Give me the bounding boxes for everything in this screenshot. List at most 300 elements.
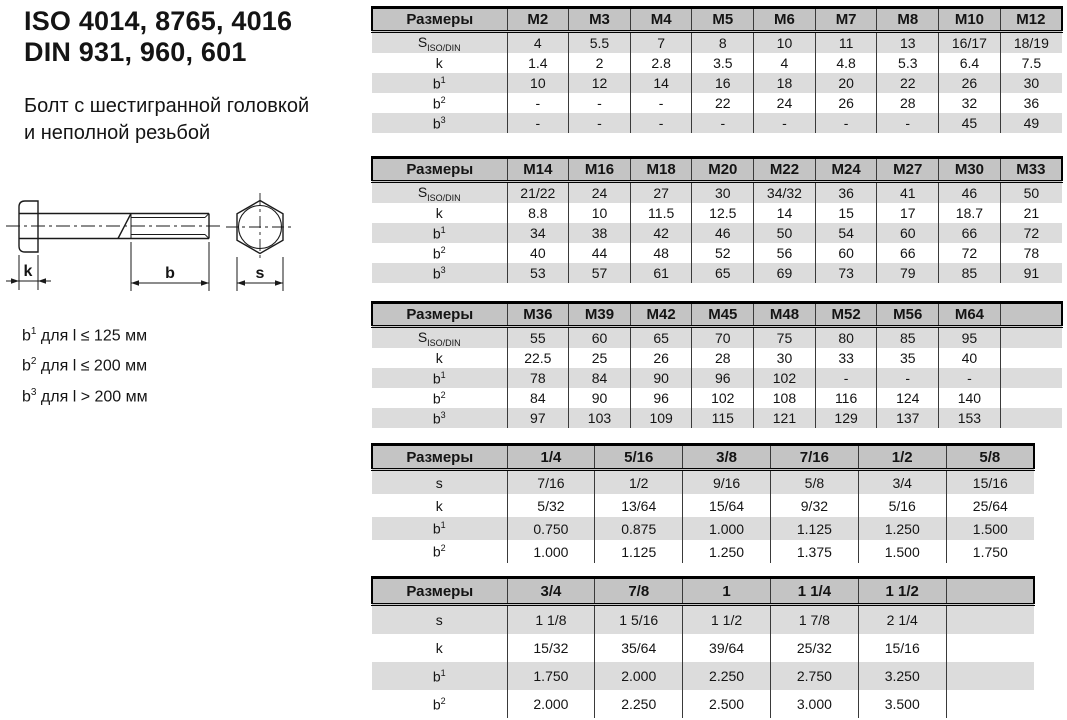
value-cell: 27	[630, 182, 692, 204]
value-cell: 90	[630, 368, 692, 388]
value-cell	[1000, 388, 1062, 408]
row-label: $b^1$	[432, 667, 446, 685]
value-cell: 2.000	[595, 662, 683, 690]
page-subtitle	[24, 93, 309, 147]
row-label: $S_{ISO/DIN}$	[417, 33, 461, 53]
value-cell: 153	[939, 408, 1001, 428]
value-cell: 121	[754, 408, 816, 428]
value-cell: 4	[507, 32, 569, 54]
table-row	[372, 243, 1062, 263]
value-cell	[946, 690, 1034, 718]
value-cell: 18	[754, 73, 816, 93]
value-cell: 18/19	[1000, 32, 1062, 54]
subtitle-line-1: Болт с шестигранной головкой	[24, 95, 310, 117]
value-cell: 1 7/8	[770, 605, 858, 635]
value-cell: 85	[877, 327, 939, 349]
value-cell: 1.000	[507, 540, 595, 563]
value-cell: 16/17	[939, 32, 1001, 54]
value-cell: 140	[939, 388, 1001, 408]
value-cell: 57	[569, 263, 631, 283]
title-iso: ISO 4014, 8765, 4016	[24, 6, 293, 36]
value-cell: 80	[815, 327, 877, 349]
value-cell: 41	[877, 182, 939, 204]
column-header: Размеры	[372, 303, 507, 327]
row-label: k	[435, 350, 443, 366]
table-row	[372, 263, 1062, 283]
header-row	[372, 158, 1062, 182]
column-header: M5	[692, 8, 754, 32]
value-cell: 65	[692, 263, 754, 283]
spec-table	[371, 301, 1063, 428]
value-cell: 14	[754, 203, 816, 223]
row-label: $b^1$	[432, 520, 446, 537]
value-cell: 137	[877, 408, 939, 428]
title-din: DIN 931, 960, 601	[24, 37, 247, 67]
subtitle-line-2: и неполной резьбой	[24, 122, 211, 144]
row-label: s	[435, 474, 443, 491]
column-header: M27	[877, 158, 939, 182]
value-cell: 3.250	[858, 662, 946, 690]
value-cell: 3.5	[692, 53, 754, 73]
value-cell: 22	[692, 93, 754, 113]
table-metric-m36-m64	[371, 301, 1063, 428]
value-cell: 25/64	[946, 494, 1034, 517]
value-cell: 4	[754, 53, 816, 73]
column-header: M12	[1000, 8, 1062, 32]
value-cell: 34	[507, 223, 569, 243]
value-cell: -	[877, 113, 939, 133]
column-header: 1	[683, 578, 771, 605]
row-label: $b^3$	[432, 114, 446, 132]
dim-label-k: k	[23, 263, 33, 280]
table-row	[372, 53, 1062, 73]
value-cell: 21	[1000, 203, 1062, 223]
header-row	[372, 578, 1034, 605]
row-label: k	[435, 205, 443, 221]
value-cell: 46	[692, 223, 754, 243]
value-cell: 109	[630, 408, 692, 428]
value-cell: 28	[877, 93, 939, 113]
column-header: M52	[815, 303, 877, 327]
value-cell: 1/2	[595, 470, 683, 495]
column-header: 1/4	[507, 445, 595, 470]
value-cell: 26	[939, 73, 1001, 93]
table-row	[372, 113, 1062, 133]
value-cell: 84	[507, 388, 569, 408]
value-cell: 1.500	[858, 540, 946, 563]
value-cell: 4.8	[815, 53, 877, 73]
value-cell: 2	[569, 53, 631, 73]
column-header: 7/16	[770, 445, 858, 470]
header-row	[372, 303, 1062, 327]
column-header: M45	[692, 303, 754, 327]
value-cell: 1.125	[595, 540, 683, 563]
value-cell: 97	[507, 408, 569, 428]
value-cell: 35/64	[595, 634, 683, 662]
table-row	[372, 223, 1062, 243]
row-label: $S_{ISO/DIN}$	[417, 328, 461, 348]
value-cell: 12.5	[692, 203, 754, 223]
column-header: M14	[507, 158, 569, 182]
value-cell: -	[569, 113, 631, 133]
dim-label-b: b	[165, 265, 175, 282]
column-header: M33	[1000, 158, 1062, 182]
value-cell: 1 5/16	[595, 605, 683, 635]
value-cell: 45	[939, 113, 1001, 133]
table-inch-34-to-1half	[371, 576, 1035, 718]
column-header: M36	[507, 303, 569, 327]
value-cell: 5.5	[569, 32, 631, 54]
column-header: M2	[507, 8, 569, 32]
value-cell: -	[507, 113, 569, 133]
value-cell: -	[939, 368, 1001, 388]
value-cell: -	[877, 368, 939, 388]
column-header: M42	[630, 303, 692, 327]
value-cell: 1 1/8	[507, 605, 595, 635]
column-header: 3/4	[507, 578, 595, 605]
value-cell: 11.5	[630, 203, 692, 223]
value-cell: 2.250	[595, 690, 683, 718]
column-header	[946, 578, 1034, 605]
value-cell: 2.000	[507, 690, 595, 718]
value-cell: 79	[877, 263, 939, 283]
column-header: M10	[939, 8, 1001, 32]
value-cell: 2.8	[630, 53, 692, 73]
value-cell	[1000, 348, 1062, 368]
table-row	[372, 634, 1034, 662]
value-cell: 60	[877, 223, 939, 243]
table-row	[372, 662, 1034, 690]
value-cell: 15	[815, 203, 877, 223]
value-cell: -	[815, 113, 877, 133]
value-cell: 1.375	[770, 540, 858, 563]
value-cell: 5.3	[877, 53, 939, 73]
value-cell: 1.500	[946, 517, 1034, 540]
row-label: $b^3$	[432, 409, 446, 427]
value-cell: 2.500	[683, 690, 771, 718]
row-label: k	[435, 497, 443, 514]
value-cell: 15/64	[683, 494, 771, 517]
column-header: M39	[569, 303, 631, 327]
value-cell: 5/16	[858, 494, 946, 517]
column-header: 1/2	[858, 445, 946, 470]
value-cell: 124	[877, 388, 939, 408]
value-cell: 30	[1000, 73, 1062, 93]
column-header: M16	[569, 158, 631, 182]
row-label: $b^1$	[432, 224, 446, 242]
value-cell: 7	[630, 32, 692, 54]
value-cell: 9/16	[683, 470, 771, 495]
table-row	[372, 408, 1062, 428]
value-cell: 14	[630, 73, 692, 93]
value-cell: 103	[569, 408, 631, 428]
value-cell: 72	[1000, 223, 1062, 243]
value-cell	[1000, 368, 1062, 388]
value-cell: 7/16	[507, 470, 595, 495]
column-header: Размеры	[372, 8, 507, 32]
value-cell: 10	[507, 73, 569, 93]
value-cell: -	[569, 93, 631, 113]
spec-table	[371, 6, 1063, 133]
value-cell: 1.750	[946, 540, 1034, 563]
value-cell: 50	[754, 223, 816, 243]
value-cell: 11	[815, 32, 877, 54]
spec-table	[371, 576, 1035, 718]
value-cell: 20	[815, 73, 877, 93]
value-cell: 40	[507, 243, 569, 263]
value-cell: 54	[815, 223, 877, 243]
value-cell	[1000, 327, 1062, 349]
value-cell: 36	[815, 182, 877, 204]
value-cell: 1.125	[770, 517, 858, 540]
value-cell: 7.5	[1000, 53, 1062, 73]
value-cell: 3.000	[770, 690, 858, 718]
value-cell: 35	[877, 348, 939, 368]
column-header: 3/8	[683, 445, 771, 470]
value-cell: 1 1/2	[683, 605, 771, 635]
row-label: $b^2$	[432, 695, 446, 713]
value-cell: 18.7	[939, 203, 1001, 223]
value-cell: 60	[815, 243, 877, 263]
value-cell: 61	[630, 263, 692, 283]
value-cell: 50	[1000, 182, 1062, 204]
column-header: 1 1/4	[770, 578, 858, 605]
value-cell: 21/22	[507, 182, 569, 204]
value-cell: 69	[754, 263, 816, 283]
table-row	[372, 605, 1034, 635]
value-cell: 12	[569, 73, 631, 93]
footnote-b3: $b^3$ для l > 200 мм	[22, 386, 148, 405]
row-label: $b^1$	[432, 369, 446, 387]
page-title	[24, 6, 292, 68]
column-header: M24	[815, 158, 877, 182]
column-header: 5/8	[946, 445, 1034, 470]
row-label: $b^1$	[432, 74, 446, 92]
column-header: M6	[754, 8, 816, 32]
column-header: M56	[877, 303, 939, 327]
footnote-b1: $b^1$ для l ≤ 125 мм	[22, 326, 148, 345]
value-cell: 25	[569, 348, 631, 368]
table-row	[372, 517, 1034, 540]
value-cell: 5/8	[770, 470, 858, 495]
value-cell: 116	[815, 388, 877, 408]
spec-table	[371, 156, 1063, 283]
value-cell: 56	[754, 243, 816, 263]
row-label: $b^3$	[432, 264, 446, 282]
table-row	[372, 494, 1034, 517]
value-cell: 0.875	[595, 517, 683, 540]
value-cell: 72	[939, 243, 1001, 263]
value-cell: 38	[569, 223, 631, 243]
table-row	[372, 540, 1034, 563]
header-row	[372, 8, 1062, 32]
value-cell: -	[507, 93, 569, 113]
value-cell: 96	[692, 368, 754, 388]
column-header: M3	[569, 8, 631, 32]
value-cell: 65	[630, 327, 692, 349]
table-row	[372, 203, 1062, 223]
value-cell: 96	[630, 388, 692, 408]
table-row	[372, 327, 1062, 349]
value-cell: 1.4	[507, 53, 569, 73]
value-cell: 33	[815, 348, 877, 368]
value-cell: 66	[877, 243, 939, 263]
value-cell: 85	[939, 263, 1001, 283]
column-header	[1000, 303, 1062, 327]
value-cell: 2 1/4	[858, 605, 946, 635]
value-cell: -	[630, 113, 692, 133]
value-cell: 16	[692, 73, 754, 93]
value-cell: 95	[939, 327, 1001, 349]
value-cell: 10	[569, 203, 631, 223]
table-row	[372, 182, 1062, 204]
value-cell	[1000, 408, 1062, 428]
table-row	[372, 32, 1062, 54]
value-cell: 8.8	[507, 203, 569, 223]
table-row	[372, 690, 1034, 718]
column-header: M22	[754, 158, 816, 182]
table-metric-m14-m33	[371, 156, 1063, 283]
column-header: M64	[939, 303, 1001, 327]
value-cell: 42	[630, 223, 692, 243]
column-header: 5/16	[595, 445, 683, 470]
column-header: M8	[877, 8, 939, 32]
value-cell: 3/4	[858, 470, 946, 495]
value-cell: 44	[569, 243, 631, 263]
value-cell: 10	[754, 32, 816, 54]
table-row	[372, 73, 1062, 93]
footnotes	[22, 319, 148, 410]
value-cell	[946, 662, 1034, 690]
value-cell: 1.000	[683, 517, 771, 540]
value-cell: 70	[692, 327, 754, 349]
value-cell: 52	[692, 243, 754, 263]
value-cell: 9/32	[770, 494, 858, 517]
table-row	[372, 348, 1062, 368]
row-label: $b^2$	[432, 94, 446, 112]
value-cell: 60	[569, 327, 631, 349]
value-cell: 78	[1000, 243, 1062, 263]
value-cell: 40	[939, 348, 1001, 368]
value-cell: 24	[569, 182, 631, 204]
value-cell: 13	[877, 32, 939, 54]
footnote-b2: $b^2$ для l ≤ 200 мм	[22, 356, 148, 375]
row-label: k	[435, 55, 443, 71]
value-cell: 3.500	[858, 690, 946, 718]
bolt-technical-drawing	[0, 185, 330, 300]
value-cell: 28	[692, 348, 754, 368]
value-cell: 8	[692, 32, 754, 54]
value-cell: 22	[877, 73, 939, 93]
value-cell: 1.250	[683, 540, 771, 563]
column-header: Размеры	[372, 578, 507, 605]
value-cell: 73	[815, 263, 877, 283]
value-cell: 90	[569, 388, 631, 408]
value-cell	[946, 634, 1034, 662]
table-row	[372, 388, 1062, 408]
row-label: $b^2$	[432, 244, 446, 262]
column-header: M4	[630, 8, 692, 32]
value-cell: 39/64	[683, 634, 771, 662]
dim-label-s: s	[255, 265, 265, 282]
value-cell: 108	[754, 388, 816, 408]
value-cell: 55	[507, 327, 569, 349]
value-cell: 48	[630, 243, 692, 263]
value-cell: -	[815, 368, 877, 388]
value-cell: -	[754, 113, 816, 133]
value-cell: 75	[754, 327, 816, 349]
value-cell: 25/32	[770, 634, 858, 662]
value-cell: -	[692, 113, 754, 133]
value-cell: 26	[630, 348, 692, 368]
value-cell: 78	[507, 368, 569, 388]
value-cell: 34/32	[754, 182, 816, 204]
row-label: $S_{ISO/DIN}$	[417, 183, 461, 203]
value-cell: 1.750	[507, 662, 595, 690]
value-cell: 15/32	[507, 634, 595, 662]
value-cell: 24	[754, 93, 816, 113]
column-header: M7	[815, 8, 877, 32]
value-cell: 129	[815, 408, 877, 428]
value-cell: 17	[877, 203, 939, 223]
value-cell: 1.250	[858, 517, 946, 540]
value-cell: 66	[939, 223, 1001, 243]
table-row	[372, 470, 1034, 495]
value-cell: 46	[939, 182, 1001, 204]
column-header: M30	[939, 158, 1001, 182]
value-cell: 30	[692, 182, 754, 204]
table-metric-m2-m12	[371, 6, 1063, 133]
value-cell: 30	[754, 348, 816, 368]
bolt-side-view	[19, 201, 209, 252]
value-cell: 15/16	[946, 470, 1034, 495]
header-row	[372, 445, 1034, 470]
value-cell: 36	[1000, 93, 1062, 113]
value-cell: 13/64	[595, 494, 683, 517]
value-cell: 49	[1000, 113, 1062, 133]
table-inch-quarter-to-58	[371, 443, 1035, 563]
row-label: k	[435, 640, 443, 656]
table-row	[372, 368, 1062, 388]
table-row	[372, 93, 1062, 113]
column-header: M20	[692, 158, 754, 182]
value-cell: 22.5	[507, 348, 569, 368]
value-cell: 53	[507, 263, 569, 283]
value-cell: -	[630, 93, 692, 113]
value-cell: 91	[1000, 263, 1062, 283]
column-header: 7/8	[595, 578, 683, 605]
row-label: s	[435, 612, 443, 628]
value-cell: 84	[569, 368, 631, 388]
value-cell: 115	[692, 408, 754, 428]
value-cell	[946, 605, 1034, 635]
row-label: $b^2$	[432, 389, 446, 407]
value-cell: 102	[754, 368, 816, 388]
column-header: 1 1/2	[858, 578, 946, 605]
column-header: Размеры	[372, 445, 507, 470]
row-label: $b^2$	[432, 543, 446, 560]
value-cell: 2.750	[770, 662, 858, 690]
value-cell: 0.750	[507, 517, 595, 540]
column-header: M18	[630, 158, 692, 182]
value-cell: 102	[692, 388, 754, 408]
value-cell: 6.4	[939, 53, 1001, 73]
column-header: M48	[754, 303, 816, 327]
value-cell: 32	[939, 93, 1001, 113]
value-cell: 15/16	[858, 634, 946, 662]
value-cell: 2.250	[683, 662, 771, 690]
value-cell: 26	[815, 93, 877, 113]
